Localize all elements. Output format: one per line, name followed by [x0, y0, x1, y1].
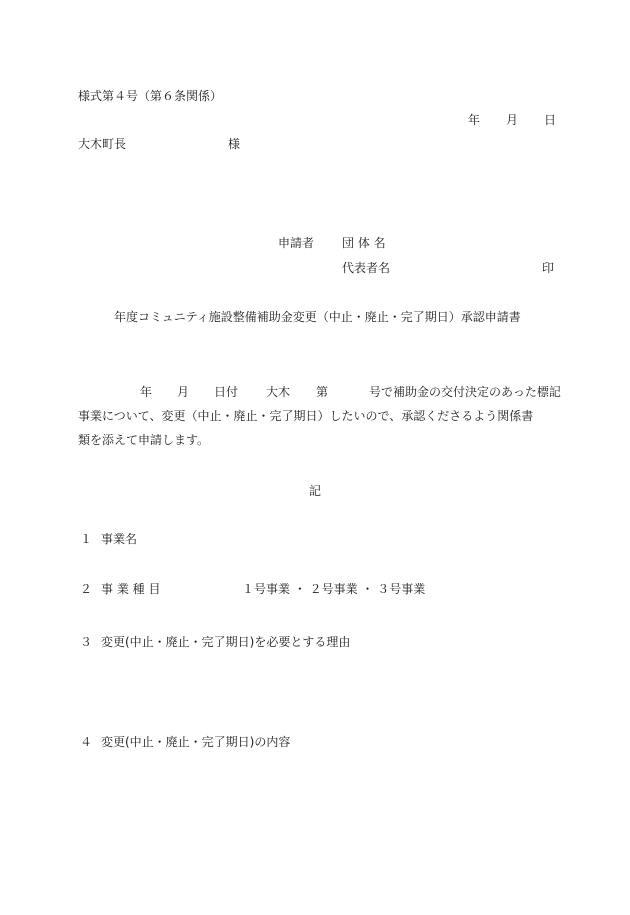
item-1-label: 事業名 [101, 532, 138, 546]
representative-label: 代表者名 [342, 261, 391, 275]
item-3-label: 変更(中止・廃止・完了期日)を必要とする理由 [101, 635, 351, 649]
org-name-label: 団 体 名 [342, 236, 386, 250]
body-line3: 類を添えて申請します。 [78, 433, 210, 447]
body-dai: 第 [316, 385, 329, 399]
body-line2: 事業について、変更（中止・廃止・完了期日）したいので、承認くださるよう関係書 [78, 409, 534, 423]
addressee-name: 大木町長 [78, 137, 127, 151]
seal-mark: 印 [542, 261, 555, 275]
item-2-options: １号事業 ・ ２号事業 ・ ３号事業 [242, 582, 426, 596]
date-year-label: 年 [468, 113, 481, 127]
item-1-number: １ [80, 532, 93, 546]
date-day-label: 日 [544, 113, 557, 127]
body-year: 年 [140, 385, 153, 399]
ki-heading: 記 [309, 484, 322, 498]
item-3-number: ３ [80, 635, 93, 649]
date-month-label: 月 [506, 113, 519, 127]
document-title: 年度コミュニティ施設整備補助金変更（中止・廃止・完了期日）承認申請書 [114, 310, 521, 324]
body-day: 日付 [214, 385, 239, 399]
item-2-label: 事 業 種 目 [101, 582, 161, 596]
applicant-label: 申請者 [278, 236, 315, 250]
item-4-number: ４ [80, 735, 93, 749]
item-4-label: 変更(中止・廃止・完了期日)の内容 [101, 735, 291, 749]
body-month: 月 [177, 385, 190, 399]
form-number: 様式第４号（第６条関係） [78, 89, 223, 103]
item-2-number: ２ [80, 582, 93, 596]
addressee-honorific: 様 [228, 137, 241, 151]
body-office: 大木 [266, 385, 291, 399]
body-line1-rest: 号で補助金の交付決定のあった標記 [369, 385, 561, 399]
